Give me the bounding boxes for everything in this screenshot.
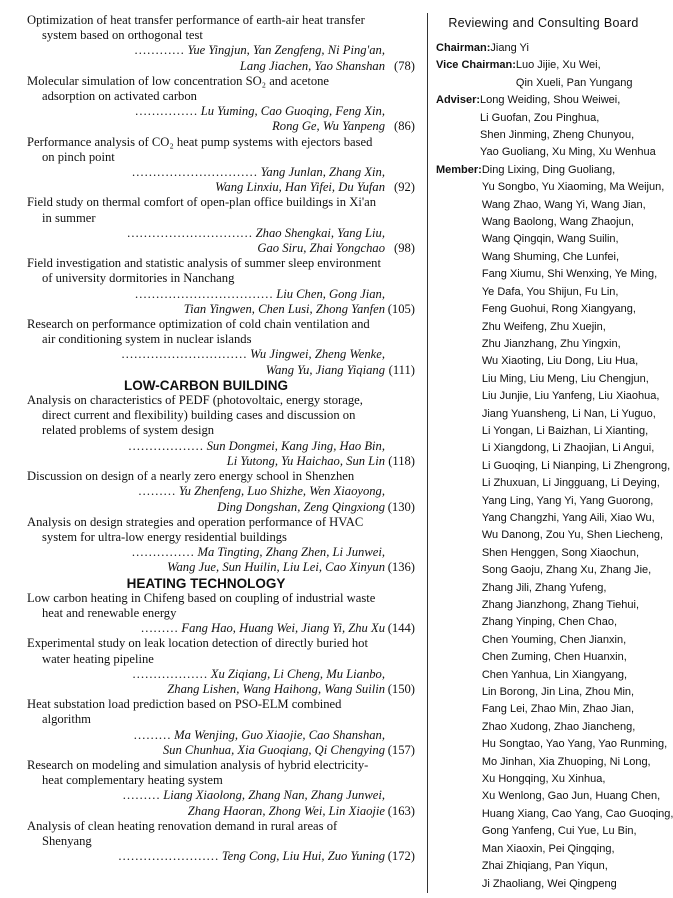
member-line: Zhu Jianzhang, Zhu Yingxin, xyxy=(481,337,621,350)
leader-dots: …………… xyxy=(134,104,198,119)
member-line: Ding Lixing, Ding Guoliang, xyxy=(481,163,616,176)
page-number: (78) xyxy=(394,58,415,73)
member-line: Zhang Jili, Zhang Yufeng, xyxy=(481,581,607,594)
member-line: Xu Wenlong, Gao Jun, Huang Chen, xyxy=(481,790,661,803)
member-line: Luo Jijie, Xu Wei, xyxy=(515,59,601,72)
article-authors xyxy=(27,439,415,469)
author-line xyxy=(27,849,385,864)
member-line: Gong Yanfeng, Cui Yue, Lu Bin, xyxy=(481,825,637,838)
author-names: Gao Siru, Zhai Yongchao xyxy=(257,241,385,256)
member-line: Wu Danong, Zou Yu, Shen Liecheng, xyxy=(481,529,664,542)
toc-entry[interactable] xyxy=(27,195,415,256)
board-title: Reviewing and Consulting Board xyxy=(448,16,639,30)
author-line xyxy=(27,59,385,74)
board-role xyxy=(428,92,656,162)
author-line xyxy=(27,500,385,515)
leader-dots: ……… xyxy=(133,727,172,742)
leader-dots: ……………… xyxy=(132,666,208,681)
section-heading: HEATING TECHNOLOGY xyxy=(126,575,286,591)
author-line xyxy=(27,621,385,636)
article-authors xyxy=(27,667,415,697)
author-names: Yang Junlan, Zhang Xin, xyxy=(260,165,385,180)
member-line: Yang Changzhi, Yang Aili, Xiao Wu, xyxy=(481,511,655,524)
author-names: Wang Yu, Jiang Yiqiang xyxy=(265,362,385,377)
author-names: Ma Wenjing, Guo Xiaojie, Cao Shanshan, xyxy=(174,727,385,742)
toc-entry[interactable] xyxy=(27,819,415,865)
article-authors xyxy=(27,347,415,377)
member-line: Wang Zhao, Wang Yi, Wang Jian, xyxy=(481,198,646,211)
page-number: (86) xyxy=(394,119,415,134)
author-names: Rong Ge, Wu Yanpeng xyxy=(272,119,385,134)
author-line xyxy=(27,454,385,469)
article-authors xyxy=(27,728,415,758)
member-line: Jiang Yuansheng, Li Nan, Li Yuguo, xyxy=(481,407,656,420)
author-names: Lang Jiachen, Yao Shanshan xyxy=(239,58,385,73)
author-names: Tian Yingwen, Chen Lusi, Zhong Yanfen xyxy=(183,301,385,316)
member-line: Li Zhuxuan, Li Jingguang, Li Deying, xyxy=(481,477,660,490)
page-number: (92) xyxy=(394,180,415,195)
article-title[interactable]: Analysis on design strategies and operation performance of HVAC system for ultra-low energy residential buildings xyxy=(27,514,364,544)
author-line xyxy=(27,439,385,454)
member-line: Mo Jinhan, Xia Zhuoping, Ni Long, xyxy=(481,755,651,768)
member-line: Fang Lei, Zhao Min, Zhao Jian, xyxy=(481,703,635,716)
author-names: Wang Linxiu, Han Yifei, Du Yufan xyxy=(215,180,385,195)
article-title[interactable]: Analysis of clean heating renovation demand in rural areas of Shenyang xyxy=(27,818,338,848)
role-names xyxy=(482,162,673,893)
member-line: Shen Henggen, Song Xiaochun, xyxy=(481,546,640,559)
article-title[interactable]: Field investigation and statistic analysis of summer sleep environment of university dormitories in Nanchang xyxy=(27,256,381,286)
author-names: Liang Xiaolong, Zhang Nan, Zhang Junwei, xyxy=(163,788,385,803)
article-authors xyxy=(27,226,415,256)
author-names: Yu Zhenfeng, Luo Shizhe, Wen Xiaoyong, xyxy=(178,484,385,499)
member-line: Shen Jinming, Zheng Chunyou, xyxy=(480,129,635,142)
article-title[interactable]: Analysis on characteristics of PEDF (photovoltaic, energy storage, direct current and flexibility) building cases and discussion on related problems of system design xyxy=(27,393,363,438)
board-role xyxy=(428,40,653,57)
author-line xyxy=(27,226,385,241)
role-label: Vice Chairman: xyxy=(436,59,516,72)
leader-dots: …………………… xyxy=(117,849,219,864)
author-line xyxy=(27,287,385,302)
author-names: Lu Yuming, Cao Guoqing, Feng Xin, xyxy=(200,104,385,119)
author-line xyxy=(27,347,385,362)
page-number: (157) xyxy=(387,742,415,757)
member-line: Chen Yanhua, Lin Xiangyang, xyxy=(481,668,627,681)
leader-dots: …………………………… xyxy=(134,286,274,301)
member-line: Wang Shuming, Che Lunfei, xyxy=(481,250,620,263)
role-names xyxy=(490,40,653,57)
member-line: Lin Borong, Jin Lina, Zhou Min, xyxy=(481,686,635,699)
toc-entry[interactable] xyxy=(27,469,415,515)
member-line: Zhai Zhiqiang, Pan Yiqun, xyxy=(481,860,608,873)
author-names: Ding Dongshan, Zeng Qingxiong xyxy=(217,499,385,514)
member-line: Li Yongan, Li Baizhan, Li Xianting, xyxy=(481,424,649,437)
toc-entry[interactable] xyxy=(27,13,415,74)
member-line: Zhang Yinping, Chen Chao, xyxy=(481,616,617,629)
author-line xyxy=(27,484,385,499)
role-names xyxy=(480,92,656,162)
author-line xyxy=(27,667,385,682)
page-number: (130) xyxy=(387,499,415,514)
article-authors xyxy=(27,545,415,575)
member-line: Li Xiangdong, Li Zhaojian, Li Angui, xyxy=(481,442,655,455)
author-names: Zhang Haoran, Zhong Wei, Lin Xiaojie xyxy=(187,803,385,818)
member-line: Wang Baolong, Wang Zhaojun, xyxy=(481,216,634,229)
member-line: Huang Xiang, Cao Yang, Cao Guoqing, xyxy=(481,807,673,820)
page-number: (105) xyxy=(387,301,415,316)
leader-dots: ………………………… xyxy=(131,165,258,180)
member-line: Liu Junjie, Liu Yanfeng, Liu Xiaohua, xyxy=(481,390,660,403)
article-authors xyxy=(27,621,415,636)
article-title[interactable]: Heat substation load prediction based on PSO-ELM combined algorithm xyxy=(27,697,342,727)
article-title[interactable]: Experimental study on leak location detection of directly buried hot water heating pipeline xyxy=(27,636,368,666)
member-line: Zhang Jianzhong, Zhang Tiehui, xyxy=(481,599,640,611)
toc-entry[interactable] xyxy=(27,515,415,576)
article-authors xyxy=(27,484,415,514)
author-line xyxy=(27,804,385,819)
page-number: (98) xyxy=(394,241,415,256)
member-line: Yao Guoliang, Xu Ming, Xu Wenhua xyxy=(480,146,656,159)
author-names: Zhang Lishen, Wang Haihong, Wang Suilin xyxy=(167,681,385,696)
role-label: Adviser: xyxy=(436,94,481,107)
author-names: Wu Jingwei, Zheng Wenke, xyxy=(250,347,385,362)
member-line: Li Guoqing, Li Nianping, Li Zhengrong, xyxy=(481,459,671,472)
article-authors xyxy=(27,43,415,73)
page-number: (136) xyxy=(387,560,415,575)
page-number: (150) xyxy=(387,681,415,696)
table-of-contents xyxy=(27,13,415,864)
leader-dots: ……………… xyxy=(127,438,204,453)
author-line xyxy=(27,743,385,758)
member-line: Jiang Yi xyxy=(490,42,529,54)
article-title[interactable]: Research on modeling and simulation analysis of hybrid electricity-heat complementary heating system xyxy=(27,757,369,788)
toc-entry[interactable] xyxy=(27,636,415,697)
author-names: Yue Yingjun, Yan Zengfeng, Ni Ping'an, xyxy=(187,43,385,58)
member-line: Hu Songtao, Yao Yang, Yao Runming, xyxy=(481,738,668,751)
section-heading: LOW-CARBON BUILDING xyxy=(124,377,288,393)
article-authors xyxy=(27,849,415,864)
page-number: (118) xyxy=(388,453,415,468)
author-line xyxy=(27,302,385,317)
board-list xyxy=(428,40,673,893)
author-line xyxy=(27,545,385,560)
leader-dots: ……… xyxy=(140,621,179,636)
article-authors xyxy=(27,287,415,317)
author-names: Fang Hao, Huang Wei, Jiang Yi, Zhu Xu xyxy=(181,621,385,636)
leader-dots: ………………………… xyxy=(121,347,247,362)
reviewing-board xyxy=(427,13,673,893)
member-line: Wang Qingqin, Wang Suilin, xyxy=(481,233,619,246)
author-names: Xu Ziqiang, Li Cheng, Mu Lianbo, xyxy=(210,666,385,681)
member-line: Qin Xueli, Pan Yungang xyxy=(515,76,633,89)
member-line: Xu Hongqing, Xu Xinhua, xyxy=(481,773,606,786)
member-line: Chen Zuming, Chen Huanxin, xyxy=(481,651,627,664)
role-names xyxy=(516,57,653,92)
toc-entry[interactable] xyxy=(27,697,415,758)
article-title[interactable]: Field study on thermal comfort of open-plan office buildings in Xi'an in summer xyxy=(27,195,376,225)
author-names: Liu Chen, Gong Jian, xyxy=(276,286,385,301)
member-line: Song Gaoju, Zhang Xu, Zhang Jie, xyxy=(481,564,652,577)
author-line xyxy=(27,682,385,697)
article-title[interactable]: Discussion on design of a nearly zero energy school in Shenzhen xyxy=(27,469,355,484)
author-names: Sun Chunhua, Xia Guoqiang, Qi Chengying xyxy=(162,742,385,757)
board-role xyxy=(428,162,673,893)
member-line: Zhu Weifeng, Zhu Xuejin, xyxy=(481,320,606,333)
author-line xyxy=(27,363,385,378)
member-line: Liu Ming, Liu Meng, Liu Chengjun, xyxy=(481,372,649,385)
leader-dots: ……… xyxy=(122,788,161,803)
author-names: Sun Dongmei, Kang Jing, Hao Bin, xyxy=(206,438,385,453)
article-title[interactable]: Low carbon heating in Chifeng based on coupling of industrial waste heat and renewable energy xyxy=(27,590,376,620)
member-line: Man Xiaoxin, Pei Qingqing, xyxy=(481,842,615,855)
author-line xyxy=(27,241,385,256)
article-authors xyxy=(27,104,415,134)
article-authors xyxy=(27,165,415,195)
author-line xyxy=(27,165,385,180)
toc-entry[interactable] xyxy=(27,74,415,135)
author-line xyxy=(27,43,385,58)
page-number: (172) xyxy=(387,849,415,864)
toc-entry[interactable] xyxy=(27,256,415,317)
member-line: Zhao Xudong, Zhao Jiancheng, xyxy=(481,720,636,733)
leader-dots: ………… xyxy=(134,43,185,58)
author-names: Teng Cong, Liu Hui, Zuo Yuning xyxy=(221,849,385,864)
member-line: Yang Ling, Yang Yi, Yang Guorong, xyxy=(481,494,654,507)
author-line xyxy=(27,728,385,743)
member-line: Wu Xiaoting, Liu Dong, Liu Hua, xyxy=(481,355,639,368)
toc-entry[interactable] xyxy=(27,393,415,469)
member-line: Ji Zhaoliang, Wei Qingpeng xyxy=(481,877,617,890)
page-number: (163) xyxy=(387,803,415,818)
leader-dots: ………………………… xyxy=(126,225,253,240)
author-names: Ma Tingting, Zhang Zhen, Li Junwei, xyxy=(197,545,385,560)
member-line: Ye Dafa, You Shijun, Fu Lin, xyxy=(481,285,619,298)
author-names: Wang Jue, Sun Huilin, Liu Lei, Cao Xinyun xyxy=(167,560,385,575)
role-label: Chairman: xyxy=(436,42,491,54)
page-number: (144) xyxy=(387,621,415,636)
member-line: Yu Songbo, Yu Xiaoming, Ma Weijun, xyxy=(481,181,665,194)
toc-entry[interactable] xyxy=(27,317,415,378)
leader-dots: …………… xyxy=(131,545,195,560)
author-names: Zhao Shengkai, Yang Liu, xyxy=(255,225,385,240)
member-line: Feng Guohui, Rong Xiangyang, xyxy=(481,303,636,316)
role-label: Member: xyxy=(436,163,482,176)
article-authors xyxy=(27,788,415,818)
member-line: Long Weiding, Shou Weiwei, xyxy=(480,94,621,107)
board-role xyxy=(428,57,653,92)
toc-entry[interactable] xyxy=(27,758,415,819)
toc-entry[interactable] xyxy=(27,135,415,196)
author-line xyxy=(27,180,385,195)
article-title[interactable]: Optimization of heat transfer performance of earth-air heat transfer system based on orthogonal test xyxy=(27,13,365,43)
article-title[interactable]: Performance analysis of CO₂ heat pump systems with ejectors based on pinch point xyxy=(27,134,373,164)
member-line: Li Guofan, Zou Pinghua, xyxy=(480,111,600,124)
toc-entry[interactable] xyxy=(27,591,415,637)
author-names: Li Yutong, Yu Haichao, Sun Lin xyxy=(226,453,385,468)
author-line xyxy=(27,560,385,575)
member-line: Chen Youming, Chen Jianxin, xyxy=(481,633,627,646)
article-title[interactable]: Molecular simulation of low concentration SO₂ and acetone adsorption on activated carbon xyxy=(27,73,330,104)
author-line xyxy=(27,104,385,119)
member-line: Fang Xiumu, Shi Wenxing, Ye Ming, xyxy=(481,268,658,281)
author-line xyxy=(27,119,385,134)
article-title[interactable]: Research on performance optimization of cold chain ventilation and air conditioning system in nuclear islands xyxy=(27,317,370,347)
page-number: (111) xyxy=(388,362,415,377)
leader-dots: ……… xyxy=(137,484,176,499)
author-line xyxy=(27,788,385,803)
